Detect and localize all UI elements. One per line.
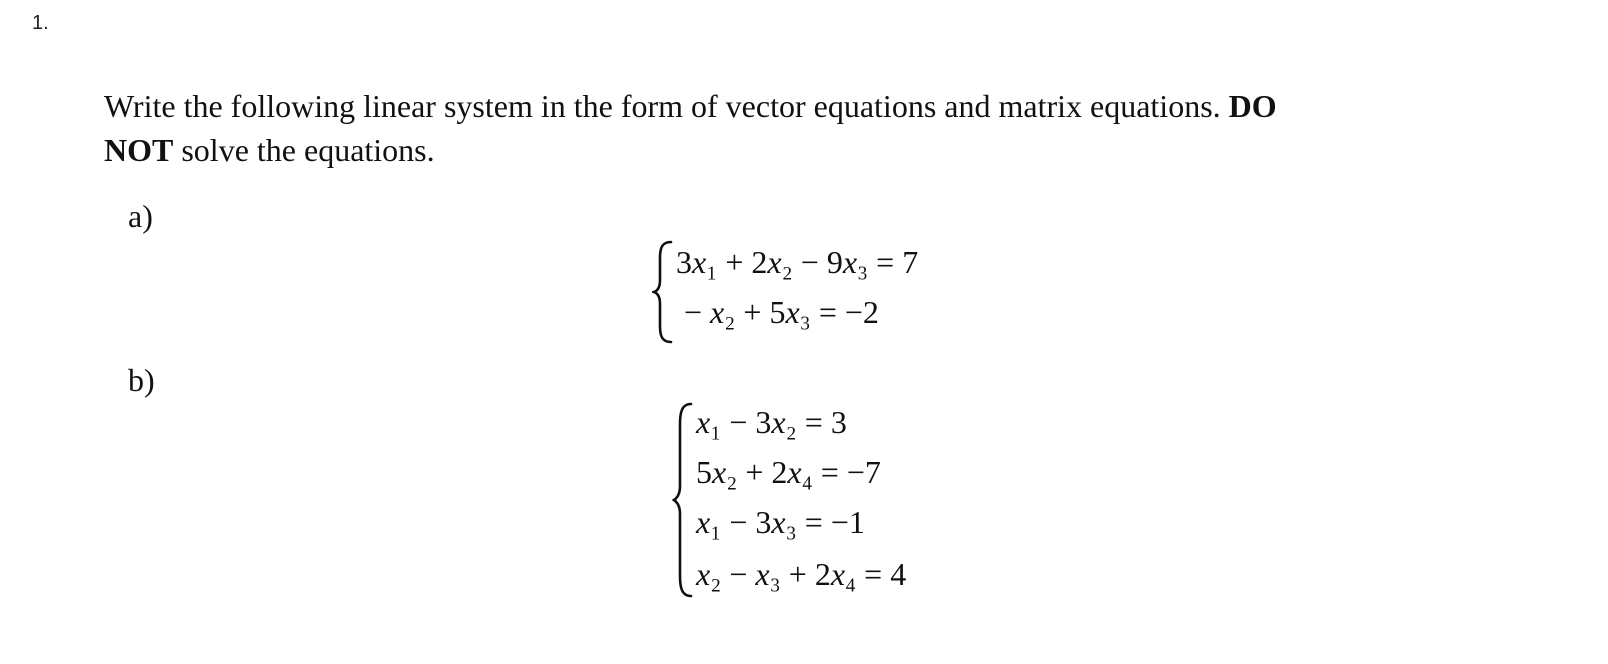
equation-a-2-text: − x₂ + 5x₃ = −2 [684, 294, 879, 330]
equation-b-3-text: x₁ − 3x₃ = −1 [696, 504, 865, 540]
prompt-bold-do: DO [1228, 88, 1277, 124]
equation-b-4-text: x₂ − x₃ + 2x₄ = 4 [696, 556, 907, 592]
question-number: 1. [32, 12, 49, 34]
equation-b-3 [696, 504, 865, 540]
equation-system-b [672, 402, 992, 598]
prompt-text-before: Write the following linear system in the form of vector equations and matrix equations. [104, 88, 1229, 124]
left-brace-icon [652, 240, 674, 344]
equation-b-1 [696, 404, 847, 440]
prompt-bold-not: NOT [104, 132, 174, 168]
equation-a-2 [684, 294, 879, 330]
equation-a-1-text: 3x₁ + 2x₂ − 9x₃ = 7 [676, 244, 919, 280]
equation-b-2-text: 5x₂ + 2x₄ = −7 [696, 454, 881, 490]
equation-b-1-text: x₁ − 3x₂ = 3 [696, 404, 847, 440]
part-b-label: b) [128, 362, 155, 398]
question-prompt [104, 84, 1484, 172]
left-brace-icon [672, 402, 694, 598]
equation-a-1 [676, 244, 918, 280]
equation-system-a [652, 240, 992, 344]
equation-b-2 [696, 454, 881, 490]
part-a-label: a) [128, 198, 153, 234]
equation-b-4 [696, 556, 906, 592]
prompt-text-after: solve the equations. [173, 132, 435, 168]
